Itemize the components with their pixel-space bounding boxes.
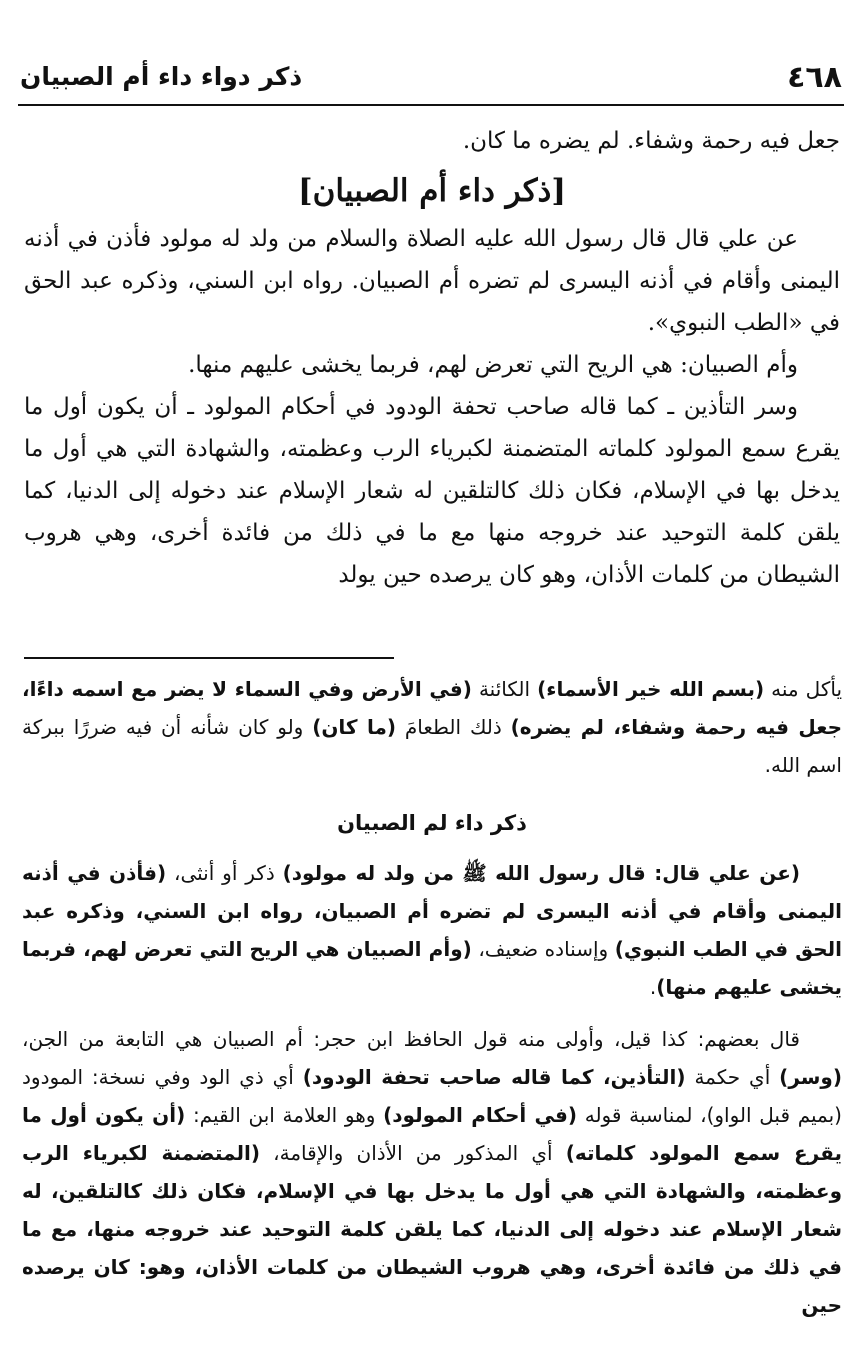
explanation-paragraph: وسر التأذين ـ كما قاله صاحب تحفة الودود في أحكام المولود ـ أن يكون أول ما يقرع سمع المولود كلماته المتضمنة لكبرياء الرب وعظمته، والشهادة التي هي أول ما يدخل بها في الإسلام، فكان ذلك كالتلقين له شعار الإسلام عند دخوله إلى الدنيا، كما يلقن كلمة التوحيد عند خروجه منها مع ما في ذلك من فائدة أخرى، وهي هروب الشيطان من كلمات الأذان، وهو كان يرصده حين يولد: [24, 394, 840, 588]
section-heading: [ذكر داء أم الصبيان]: [297, 173, 567, 209]
text-span: ذلك الطعامَ: [396, 715, 511, 739]
quoted-text: (أن يكون أول ما يقرع سمع المولود كلماته): [22, 1103, 842, 1165]
definition-paragraph: وأم الصبيان: هي الريح التي تعرض لهم، فربما يخشى عليهم منها.: [188, 352, 798, 378]
text-span: أي حكمة: [685, 1065, 780, 1089]
opening-line: جعل فيه رحمة وشفاء. لم يضره ما كان.: [462, 128, 840, 154]
commentary-paragraph-2: [22, 854, 842, 1006]
page-number: ٤٦٨: [787, 60, 842, 95]
quoted-text: (فأذن في أذنه اليمنى وأقام في أذنه اليسرى لم تضره أم الصبيان، رواه ابن السني، وذكره عبد الحق في الطب النبوي): [22, 861, 843, 961]
text-span: ذكر أو أنثى،: [166, 861, 283, 885]
commentary-paragraph-1: [22, 670, 842, 784]
running-title: ذكر دواء داء أم الصبيان: [20, 62, 303, 91]
quoted-text: (ما كان): [312, 715, 397, 739]
text-span: ولو كان شأنه أن فيه ضررًا ببركة اسم الله.: [22, 715, 842, 777]
text-span: قال بعضهم: كذا قيل، وأولى منه قول الحافظ ابن حجر: أم الصبيان هي التابعة من الجن،: [22, 1027, 800, 1051]
quoted-text: (في أحكام المولود): [383, 1103, 578, 1127]
header-rule: [18, 104, 844, 106]
commentary-heading: ذكر داء لم الصبيان: [337, 811, 527, 835]
quoted-text: (وأم الصبيان هي الريح التي تعرض لهم، فربما يخشى عليهم منها): [22, 937, 842, 999]
commentary: [22, 670, 842, 1324]
main-text: [24, 120, 840, 596]
hadith-paragraph: عن علي قال قال رسول الله عليه الصلاة والسلام من ولد له مولود فأذن في أذنه اليمنى وأقام في أذنه اليسرى لم تضره أم الصبيان. رواه ابن السني، وذكره عبد الحق في «الطب النبوي».: [24, 226, 840, 336]
quoted-text: (بسم الله خير الأسماء): [537, 677, 765, 701]
spacer: [22, 1006, 842, 1020]
quoted-text: (التأذين، كما قاله صاحب تحفة الودود): [302, 1065, 686, 1089]
text-span: الكائنة: [471, 677, 538, 701]
text-span: وإسناده ضعيف،: [471, 937, 615, 961]
quoted-text: (وسر): [779, 1065, 842, 1089]
commentary-paragraph-3: [22, 1020, 842, 1324]
page-header: [20, 58, 842, 106]
quoted-text: (المتضمنة لكبرياء الرب وعظمته، والشهادة التي هي أول ما يدخل بها في الإسلام، فكان ذلك كالتلقين، له شعار الإسلام عند دخوله إلى الدنيا، كما يلقن كلمة التوحيد عند خروجه منها، مع ما في ذلك من فائدة أخرى، وهي هروب الشيطان من كلمات الأذان، وهو: كان يرصده حين: [22, 1141, 842, 1317]
text-span: .: [649, 975, 657, 999]
footnote-rule: [24, 657, 394, 659]
quoted-text: (عن علي قال: قال رسول الله ﷺ من ولد له مولود): [282, 861, 801, 885]
text-span: أي المذكور من الأذان والإقامة،: [259, 1141, 566, 1165]
quoted-text: (في الأرض وفي السماء لا يضر مع اسمه داءًا، جعل فيه رحمة وشفاء، لم يضره): [22, 677, 842, 739]
text-span: أي ذي الود وفي نسخة: المودود (بميم قبل الواو)، لمناسبة قوله: [22, 1065, 842, 1127]
text-span: وهو العلامة ابن القيم:: [185, 1103, 384, 1127]
text-span: يأكل منه: [764, 677, 843, 701]
